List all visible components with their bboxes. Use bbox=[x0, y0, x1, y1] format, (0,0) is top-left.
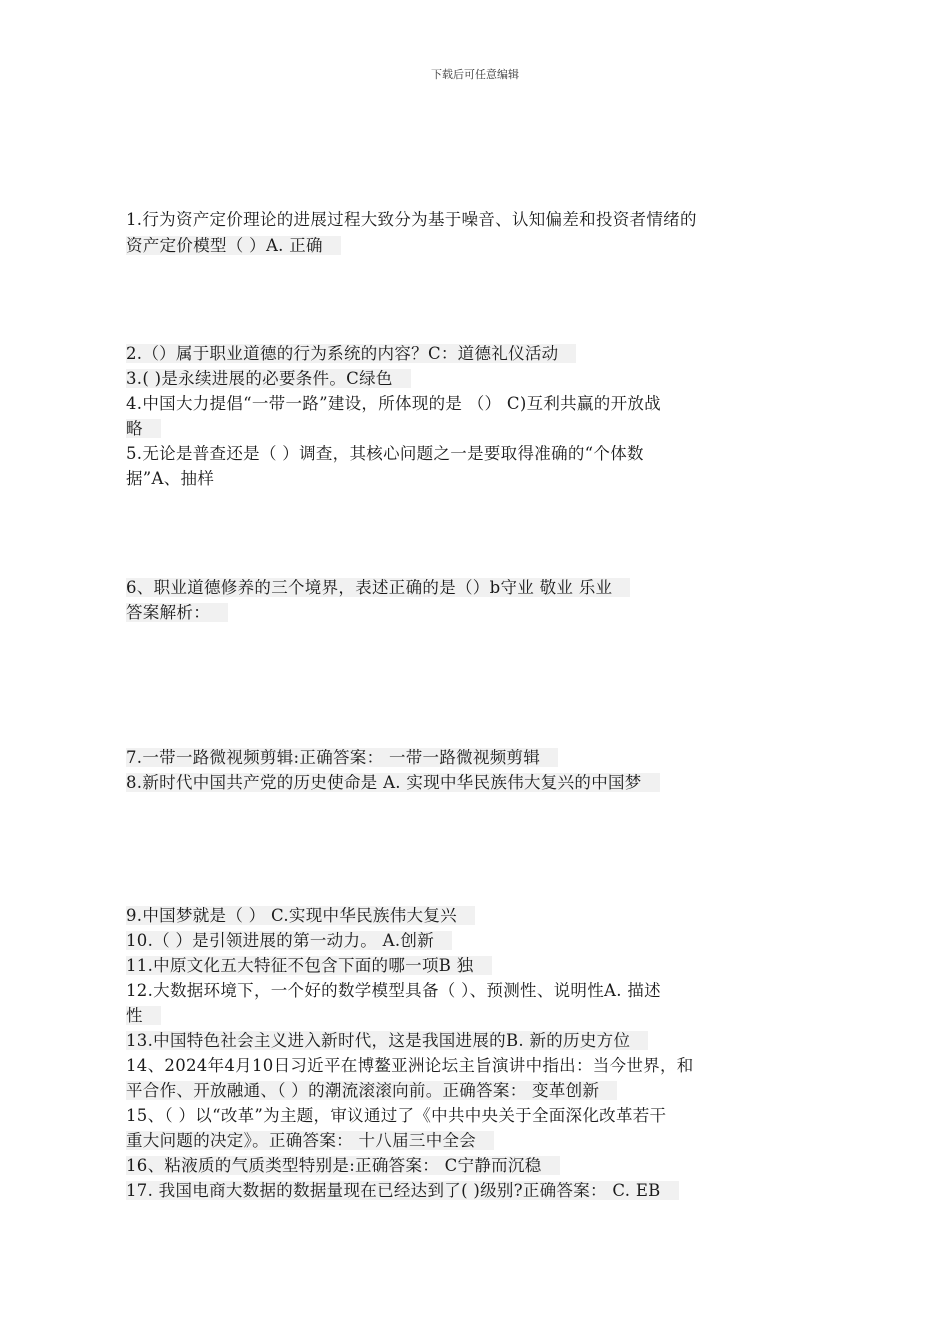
question-5-line-1: 5.无论是普查还是（ ）调查，其核心问题之一是要取得准确的“个体数 bbox=[126, 444, 644, 463]
question-6: 6、职业道德修养的三个境界，表述正确的是（）b守业 敬业 乐业 bbox=[126, 575, 630, 600]
question-9: 9.中国梦就是（ ） C.实现中华民族伟大复兴 bbox=[126, 903, 475, 928]
question-13: 13.中国特色社会主义进入新时代，这是我国进展的B. 新的历史方位 bbox=[126, 1028, 648, 1053]
question-17: 17. 我国电商大数据的数据量现在已经达到了( )级别?正确答案： C. EB bbox=[126, 1178, 679, 1203]
question-3: 3.( )是永续进展的必要条件。C绿色 bbox=[126, 366, 411, 391]
question-8: 8.新时代中国共产党的历史使命是 A. 实现中华民族伟大复兴的中国梦 bbox=[126, 770, 660, 795]
question-2: 2.（）属于职业道德的行为系统的内容？C：道德礼仪活动 bbox=[126, 341, 576, 366]
question-15-line-2: 重大问题的决定》。正确答案： 十八届三中全会 bbox=[126, 1128, 494, 1153]
page-header: 下载后可任意编辑 bbox=[431, 68, 519, 81]
question-1-line-2: 资产定价模型（ ）A. 正确 bbox=[126, 233, 341, 258]
question-5-line-2: 据”A、抽样 bbox=[126, 469, 215, 488]
question-14-line-1: 14、2024年4月10日习近平在博鳌亚洲论坛主旨演讲中指出：当今世界，和 bbox=[126, 1056, 694, 1075]
question-15-line-1: 15、（ ）以“改革”为主题，审议通过了《中共中央关于全面深化改革若干 bbox=[126, 1106, 667, 1125]
question-14-line-2: 平合作、开放融通、（ ）的潮流滚滚向前。正确答案： 变革创新 bbox=[126, 1078, 617, 1103]
question-1-line-1: 1.行为资产定价理论的进展过程大致分为基于噪音、认知偏差和投资者情绪的 bbox=[126, 210, 697, 229]
question-12-line-2: 性 bbox=[126, 1003, 161, 1028]
question-4-line-1: 4.中国大力提倡“一带一路”建设，所体现的是 （） C)互利共赢的开放战 bbox=[126, 394, 661, 413]
question-10: 10.（ ）是引领进展的第一动力。 A.创新 bbox=[126, 928, 452, 953]
question-16: 16、粘液质的气质类型特别是:正确答案： C宁静而沉稳 bbox=[126, 1153, 560, 1178]
question-11: 11.中原文化五大特征不包含下面的哪一项B 独 bbox=[126, 953, 492, 978]
answer-explanation: 答案解析： bbox=[126, 600, 228, 625]
question-4-line-2: 略 bbox=[126, 416, 161, 441]
question-7: 7.一带一路微视频剪辑:正确答案： 一带一路微视频剪辑 bbox=[126, 745, 558, 770]
question-12-line-1: 12.大数据环境下，一个好的数学模型具备（ ）、预测性、说明性A. 描述 bbox=[126, 981, 661, 1000]
